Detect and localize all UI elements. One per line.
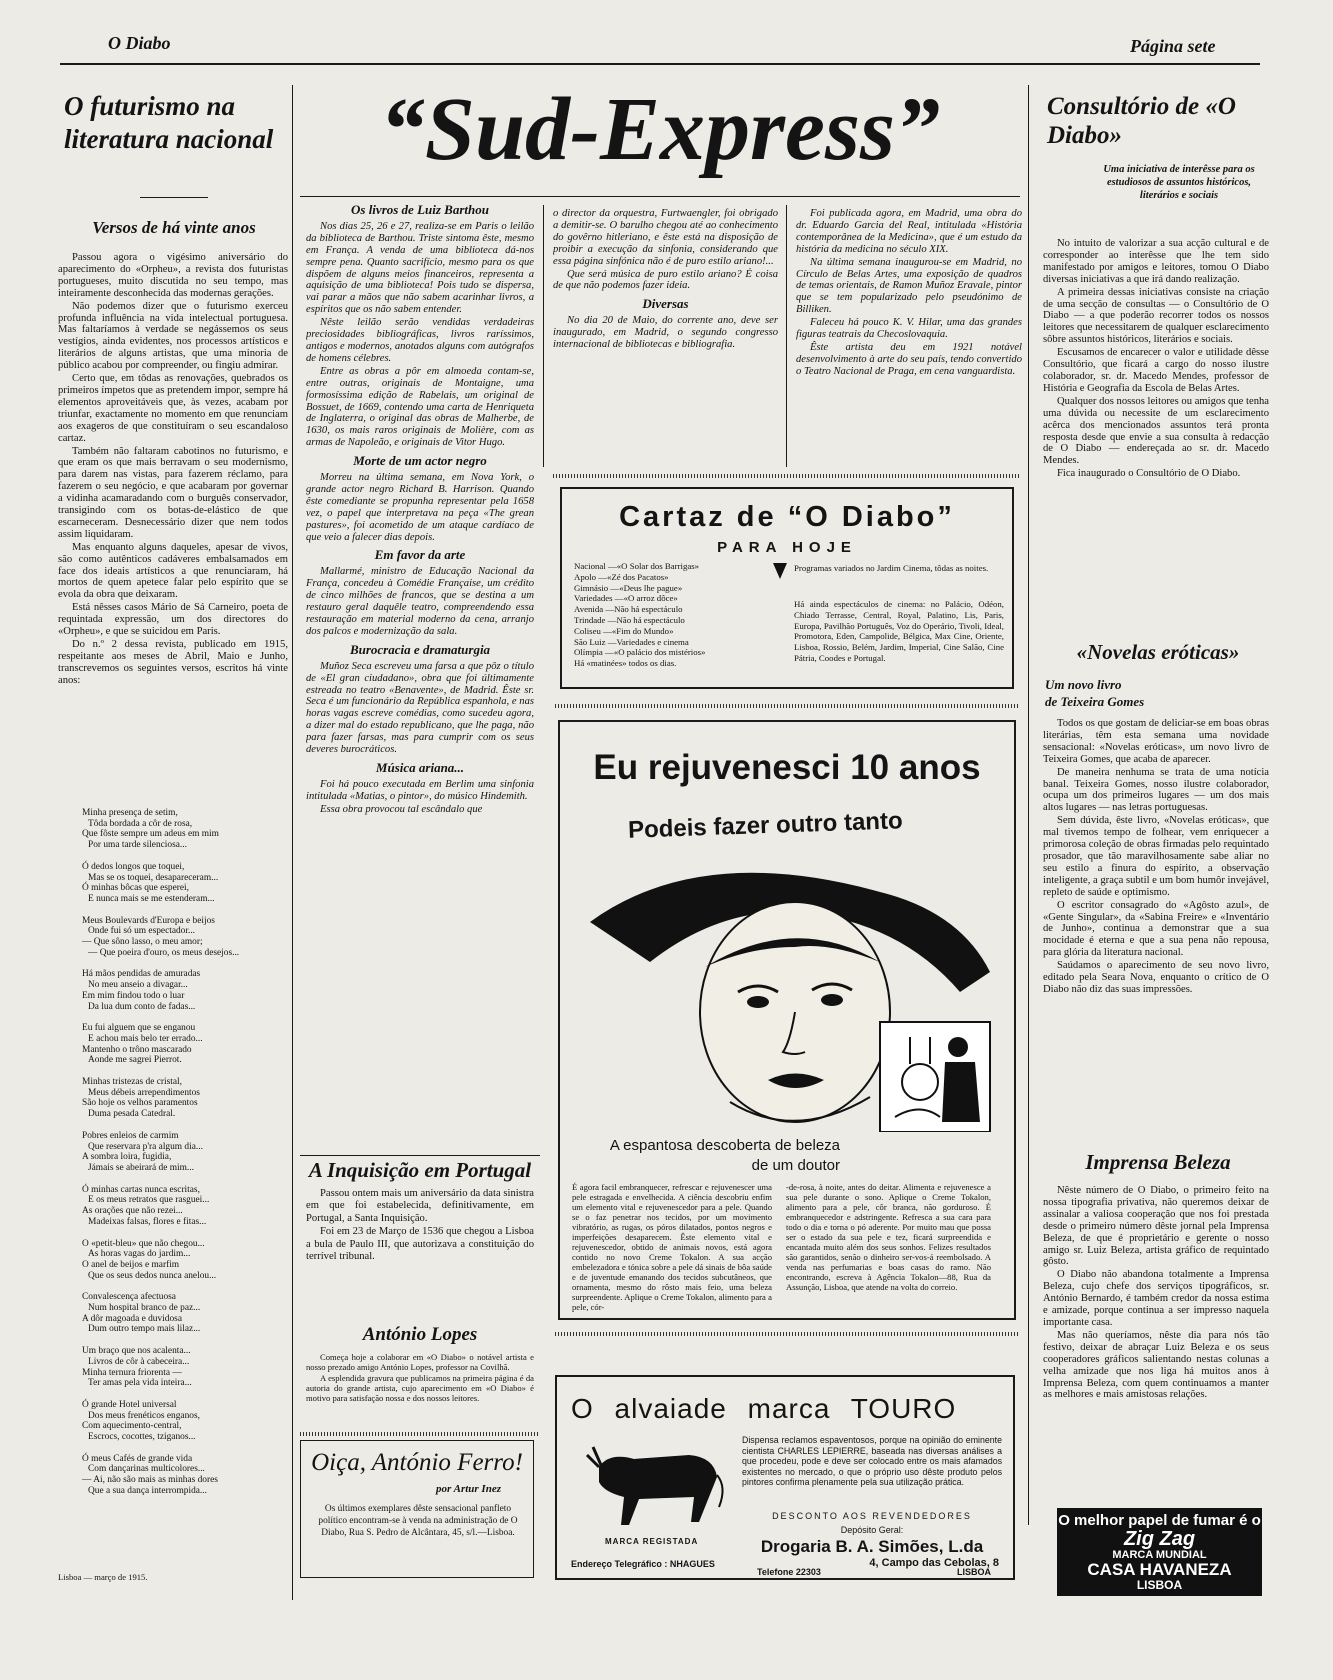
column-separator: [543, 205, 544, 467]
inquisicao-title: A Inquisição em Portugal: [308, 1158, 532, 1182]
paragraph: O escritor consagrado do «Agôsto azul», de «Gente Singular», da «Sabina Freire» e «Inventário de Junho», continua a demonstrar que a sua mocidade é eterna e que a sua pena não repousa, para glória da literatura nacional.: [1043, 899, 1269, 959]
poem-stanza: [82, 1400, 282, 1443]
woman-portrait-illustration: [580, 852, 994, 1132]
cartaz-entry: Apolo —«Zé dos Pacatos»: [574, 571, 669, 582]
poem-line: — Que poeira d'ouro, os meus desejos...: [88, 947, 240, 958]
tokalon-caption-2: de um doutor: [751, 1157, 840, 1174]
paragraph: No dia 20 de Maio, do corrente ano, deve ser inaugurado, em Madrid, o segundo congresso internacional de bibliotecas e bibliografia.: [553, 315, 778, 351]
poem-line: Ó meus Cafés de grande vida: [82, 1453, 193, 1464]
cartaz-entry: Há «matinées» todos os dias.: [574, 658, 677, 669]
paragraph: Certo que, em tôdas as renovações, quebrados os primeiros ímpetos que as pretendem impor, sempre há elementos aproveitáveis que, às vezes, acabam por triunfar, exactamente no momento em que renunciam aos exageros de que constituíram o seu escandaloso cartaz.: [58, 373, 288, 444]
consultorio-title: Consultório de «O Diabo»: [1047, 93, 1236, 149]
touro-headline: O alvaiade marca TOURO: [571, 1393, 957, 1424]
paragraph: Que será música de puro estilo ariano? É coisa de que não podemos fazer ideia.: [553, 268, 778, 292]
touro-ad: [555, 1375, 1015, 1580]
touro-endereco: Endereço Telegráfico : NHAGUES: [571, 1559, 715, 1569]
poem-line: Madeixas falsas, flores e fitas...: [88, 1216, 207, 1227]
poem-line: O «petit-bleu» que não chegou...: [82, 1238, 205, 1249]
tokalon-ad: [558, 720, 1016, 1320]
poem-line: Há mãos pendidas de amuradas: [82, 969, 201, 980]
antonio-lopes-title: António Lopes: [362, 1324, 478, 1345]
poem-stanza: [82, 969, 282, 1012]
paragraph: Na última semana inaugurou-se em Madrid, no Círculo de Belas Artes, uma exposição de quadros de temas orientais, de Ramon Muñoz Eravale, pintor que se tem popularizado pelo pseudónimo de Billiken.: [796, 256, 1022, 316]
consultorio-article: [1043, 238, 1269, 623]
poem-line: Que os seus dedos nunca anelou...: [88, 1270, 217, 1281]
paragraph: Saúdamos o aparecimento de seu novo livro, editado pela Seara Nova, enquanto o crítico de O Diabo não diz das suas impressões.: [1043, 960, 1269, 995]
inquisicao-article: [306, 1188, 534, 1308]
dotted-rule: [555, 1332, 1020, 1336]
poem-line: Ó minhas bôcas que esperei,: [82, 883, 189, 894]
dotted-rule: [300, 1432, 538, 1436]
poem-stanza: [82, 1185, 282, 1228]
cartaz-entry: Variedades —«O arroz dôce»: [574, 593, 678, 604]
imprensa-article: [1043, 1185, 1269, 1525]
poem-line: Mas se os toquei, desapareceram...: [88, 872, 219, 883]
poem-line: Com dançarinas multicolores...: [88, 1464, 205, 1475]
antonio-lopes-article: [306, 1352, 534, 1428]
poem-stanza: [82, 1239, 282, 1282]
section-heading: Diversas: [642, 296, 689, 312]
paragraph: Foi há pouco executada em Berlim uma sinfonia intitulada «Matias, o pintor», do músico Hindemith.: [306, 778, 534, 802]
paragraph: Começa hoje a colaborar em «O Diabo» o notável artista e nosso prezado amigo António Lopes, professor na Covilhã.: [306, 1352, 534, 1372]
paragraph: Faleceu há pouco K. V. Hilar, uma das grandes figuras teatrais da Checoslovaquia.: [796, 317, 1022, 341]
paragraph: Também não faltaram cabotinos no futurismo, e que eram os que mais berravam o seu modernismo, para darem nas vistas, para fazerem réclamo, para fazerem o seu negócio, e que acabaram por governar a vidinha acamaradando com o burguês conservador, transigindo com os botas-de-elástico de que escarneceram. Desnecessário dizer que nem todos assim liquidaram.: [58, 445, 288, 540]
novelas-title: «Novelas eróticas»: [1076, 640, 1240, 664]
section-heading: Música ariana...: [375, 759, 465, 775]
poem-line: Meus Boulevards d'Europa e beijos: [82, 915, 215, 926]
poem-line: — Ai, não são mais as minhas dores: [82, 1475, 218, 1486]
cartaz-cinemas: Há ainda espectáculos de cinema: no Palácio, Odéon, Chiado Terrasse, Central, Royal, Palatino, Lis, Paris, Europa, Pavilhão Português, Voz do Operário, Tivoli, Ideal, Promotora, Eden, Campolide, Bélgica, Max Cine, Oriente, Lisboa, Rossio, Belém, Jardim, Imperial, Cine Salão, Cine Pátria, Coodes e Portugal.: [794, 599, 1004, 663]
poem-stanza: [82, 1023, 282, 1066]
section-heading: Os livros de Luiz Barthou: [351, 202, 489, 217]
poem-line: Ó grande Hotel universal: [82, 1399, 177, 1410]
section-heading: Morte de um actor negro: [353, 453, 487, 469]
poem-line: E os meus retratos que rasguei...: [88, 1195, 210, 1206]
paragraph: Qualquer dos nossos leitores ou amigos que tenha uma dúvida ou necessite de um esclarecimento acêrca dos mencionados assuntos terá pronta resposta desde que envie a sua consulta à redacção de O Diabo — endereçada ao sr. dr. Macedo Mendes.: [1043, 395, 1269, 467]
poem-line: Ó dedos longos que toquei,: [82, 861, 185, 872]
poem-line: E achou mais belo ter errado...: [88, 1033, 203, 1044]
paragraph: O Diabo não abandona totalmente a Imprensa Beleza, cujo chefe dos serviços tipográficos, sr. António Bernardo, é também credor da nossa estima e amizade, porque continua a ser impresso naquela importante casa.: [1043, 1269, 1269, 1328]
poem-line: No meu anseio a divagar...: [88, 980, 188, 991]
cartaz-subtitle: PARA HOJE: [717, 539, 857, 556]
title-rule: [140, 197, 208, 198]
section-heading: Em favor da arte: [374, 547, 466, 563]
poem-line: Duma pesada Catedral.: [88, 1109, 176, 1120]
touro-desconto: DESCONTO AOS REVENDEDORES: [772, 1511, 972, 1521]
bull-icon: [579, 1437, 729, 1532]
paragraph: Nos dias 25, 26 e 27, realiza-se em Paris o leilão da biblioteca de Barthou. Triste sintoma êste, mesmo em França. A venda de uma biblioteca dá-nos sempre pena. Quanto sacrifício, mesmo para os que dispõem de alguns meios financeiros, representa a aquisição de uma biblioteca! Pois tudo se dispersa, vai parar a mãos que não sabem acarinhar livros, a espíritos que os não sabem entender.: [306, 220, 534, 316]
poem-line: Que reservara p'ra algum dia...: [88, 1141, 203, 1152]
poem-line: Mantenho o trôno mascarado: [82, 1044, 192, 1055]
poem-line: As horas vagas do jardim...: [88, 1249, 191, 1260]
column-separator: [292, 85, 293, 1600]
poem-line: Minhas tristezas de cristal,: [82, 1077, 182, 1088]
poem-stanza: [82, 1346, 282, 1389]
poem-signoff: Lisboa — março de 1915.: [58, 1572, 148, 1582]
paragraph: Sem dúvida, êste livro, «Novelas eróticas», que mal tivemos tempo de folhear, vem enriquecer a primorosa coleção de obras firmadas pelo requintado prosador, que tão maravilhosamente sabe aliar no seu estilo a finura do espírito, a observação inteligente, a graça subtil e um bom humôr invejável, repleto de saúde e optimismo.: [1043, 815, 1269, 898]
oica-title: Oiça, António Ferro!: [311, 1449, 523, 1476]
poem-line: — Que sôno lasso, o meu amor;: [82, 937, 203, 948]
touro-text: Dispensa reclamos espaventosos, porque na opinião do eminente cientista CHARLES LEPIERRE, baseada nas diversas análises a que procedeu, pode e deve ser colocado entre os mais afamados existentes no mercado, o que o próprio uso dêste produto pelos pintores confirma plenamente pela sua utilização prática.: [742, 1435, 1002, 1488]
zigzag-line-4: CASA HAVANEZA: [1087, 1560, 1232, 1579]
paragraph: Mallarmé, ministro de Educação Nacional da França, concedeu à Comédie Française, um crédito de cinco milhões de francos, que se destina a um restauro geral daquêle teatro, compreendendo essa restauração em material moderno da cena, arranjo dos palcos e modernização da sala.: [306, 566, 534, 637]
poem-line: Que a sua dança interrompida...: [88, 1485, 207, 1496]
paragraph: Está nêsses casos Mário de Sá Carneiro, poeta de requintada expressão, um dos directores do «Orpheu», e que se suicidou em Paris.: [58, 602, 288, 638]
poem-line: Ter amas pela vida inteira...: [88, 1378, 192, 1389]
zigzag-brand: Zig Zag: [1123, 1528, 1196, 1550]
paragraph: Do n.º 2 dessa revista, publicado em 1915, respeitante aos meses de Abril, Maio e Junho, transcrevemos os seguintes versos, escritos há vinte anos:: [58, 639, 288, 686]
tokalon-caption-1: A espantosa descoberta de beleza: [609, 1137, 840, 1154]
paragraph: Não podemos dizer que o futurismo exerceu profunda influência na vida intelectual portuguesa. Mas faltaríamos à verdade se negássemos os seus vestígios, ainda evidentes, nos processos artísticos e literários de alguns artistas, que uma minoria de público acabou por compreender, ou fingiu admirar.: [58, 300, 288, 372]
cartaz-title: Cartaz de “O Diabo”: [619, 501, 955, 533]
title-rule: [300, 196, 1020, 197]
paragraph: Foi em 23 de Março de 1536 que chegou a Lisboa a bula de Paulo III, que autorizava a constituição do terrível tribunal.: [306, 1226, 534, 1263]
cartaz-entry: Gimnásio —«Deus lhe pague»: [574, 582, 683, 593]
cartaz-jardim: Programas variados no Jardim Cinema, tôdas as noites.: [794, 563, 989, 573]
imprensa-title: Imprensa Beleza: [1085, 1150, 1231, 1174]
poem-line: As orações que não rezei...: [82, 1206, 183, 1217]
touro-address: 4, Campo das Cebolas, 8: [869, 1557, 999, 1569]
cartaz-box: [560, 487, 1014, 689]
sud-express-column-3: [796, 208, 1022, 470]
column-separator: [1028, 85, 1029, 1525]
poem-line: Ó minhas cartas nunca escritas,: [82, 1184, 200, 1195]
poem-line: Da lua dum conto de fadas...: [88, 1001, 196, 1012]
poem-stanza: [82, 1131, 282, 1174]
column-separator: [786, 205, 787, 467]
poem-stanza: [82, 1292, 282, 1335]
header-rule: [60, 63, 1260, 65]
page-header-right: Página sete: [1130, 36, 1216, 56]
paragraph: Entre as obras a pôr em almoeda contam-se, entre outras, originais de Montaigne, uma formosíssima edição de Rabelais, um original de Bossuet, de 1669, contendo uma carta de Henriqueta de Inglaterra, o original das obras de Malherbe, de 1630, os mais raros originais de Molière, com as armas de Napoleão, e originais de Vitor Hugo.: [306, 365, 534, 449]
poem-line: Dum outro tempo mais lilaz...: [88, 1324, 201, 1335]
paragraph: Mas não queríamos, nêste dia para nós tão festivo, deixar de abraçar Luiz Beleza e os seus cooperadores gráficos salientando nestas colunas a velha amizade que nos liga há muitos anos à Imprensa Beleza, com quem continuamos a manter as melhores e mais amistosas relações.: [1043, 1329, 1269, 1401]
section-heading: Burocracia e dramaturgia: [349, 641, 491, 657]
tokalon-text-right: -de-rosa, à noite, antes do deitar. Alimenta e rejuvenesce a sua pele durante o sono. Aplique o Creme Tokalon, alimento para a pele, côr branca, não gorduroso. É embranquecedor e adstringente. Refresca a sua cara para todo o dia e torna o pó aderente. Por muito mau que possa ser o estado da sua pele e tez, ficará surpreendida e encantada muito além dos seus sonhos. Felizes resultados são garantidos, senão o dinheiro ser-vos-á reembolsado. A venda nas perfumarias e boas casas do ramo. Não encontrando, escreva à Agência Tokalon—88, Rua da Assunção, Lisboa, que atende na volta do correio.: [786, 1182, 991, 1292]
paragraph: Escusamos de encarecer o valor e utilidade dêsse Consultório, que ficará a cargo do nosso ilustre colaborador, sr. dr. Macedo Mendes, professor de História e Geografia da Escola de Belas Artes.: [1043, 347, 1269, 394]
paragraph: Êste artista deu em 1921 notável desenvolvimento à arte do seu país, tendo convertido o Teatro Nacional de Praga, em cena vanguardista.: [796, 341, 1022, 377]
zigzag-line-5: LISBOA: [1136, 1578, 1183, 1592]
page-header-left: O Diabo: [108, 33, 171, 53]
touro-marca: MARCA REGISTADA: [605, 1537, 699, 1546]
futurismo-subtitle: Versos de há vinte anos: [92, 218, 256, 237]
poem-line: Que fôste sempre um adeus em mim: [82, 829, 219, 840]
tokalon-headline: Eu rejuvenesci 10 anos: [593, 748, 981, 787]
futurismo-article: [58, 252, 288, 787]
paragraph: Todos os que gostam de deliciar-se em boas obras literárias, têm esta semana uma novidade sensacional: «Novelas eróticas», um novo livro de Teixeira Gomes, que acaba de aparecer.: [1043, 718, 1269, 765]
paragraph: Nêste leilão serão vendidas verdadeiras preciosidades bibliográficas, livros raríssimos, antigos e modernos, anotados alguns com autógrafos de homens célebres.: [306, 317, 534, 364]
oica-box: [300, 1440, 534, 1578]
paragraph: Fica inaugurado o Consultório de O Diabo.: [1057, 468, 1241, 480]
paragraph: De maneira nenhuma se trata de uma notícia banal. Teixeira Gomes, nosso ilustre colaborador, ocupa um dos primeiros lugares — um dos mais altos lugares — nas letras portuguesas.: [1043, 766, 1269, 814]
paragraph: A esplendida gravura que publicamos na primeira página é da autoria do grande artista, cujo aparecimento em «O Diabo» é motivo para satisfação nossa e dos nossos leitores.: [306, 1373, 534, 1403]
futurismo-poem: [82, 808, 282, 1568]
poem-stanza: [82, 808, 282, 851]
arrow-down-icon: [773, 563, 787, 579]
sud-express-title: “Sud-Express”: [379, 80, 941, 179]
poem-line: Escrocs, cocottes, tziganos...: [88, 1432, 196, 1443]
cartaz-entry: Olímpia —«O palácio dos mistérios»: [574, 647, 706, 658]
poem-line: Livros de côr à cabeceira...: [88, 1356, 190, 1367]
futurismo-title: O futurismo na literatura nacional: [64, 91, 274, 154]
poem-line: Tôda bordada a côr de rosa,: [88, 818, 193, 829]
poem-line: Eu fui alguem que se enganou: [82, 1023, 196, 1034]
novelas-subtitle-1: Um novo livro: [1045, 677, 1122, 692]
poem-line: Dos meus frenéticos enganos,: [88, 1410, 200, 1421]
poem-line: Meus débeis arrependimentos: [88, 1087, 200, 1098]
consultorio-subtitle: Uma iniciativa de interêsse para os estudiosos de assuntos históricos, literários e sociais: [1103, 164, 1255, 201]
cartaz-entry: Nacional —«O Solar dos Barrigas»: [574, 561, 700, 571]
paragraph: No intuito de valorizar a sua acção cultural e de corresponder ao interêsse que lhe tem sido manifestado por amigos e leitores, tomou O Diabo diversas iniciativas a que irá dando realização.: [1043, 238, 1269, 285]
poem-line: São hoje os velhos paramentos: [82, 1098, 198, 1109]
sud-express-column-1: [306, 198, 534, 1158]
poem-line: Num hospital branco de paz...: [88, 1303, 201, 1314]
poem-line: A dôr magoada e duvidosa: [82, 1313, 182, 1324]
poem-line: Em mim findou todo o luar: [82, 990, 185, 1001]
cartaz-entry: Coliseu —«Fim do Mundo»: [574, 625, 674, 636]
zigzag-ad: [1057, 1508, 1262, 1596]
cartaz-entry: Avenida —Não há espectáculo: [574, 604, 683, 615]
oica-text: Os últimos exemplares dêste sensacional panfleto político encontram-se à venda na administração de O Diabo, Rua S. Pedro de Alcântara, 45, s/l.—Lisboa.: [318, 1504, 518, 1538]
paragraph: Muñoz Seca escreveu uma farsa a que pôz o título de «El gran ciudadano», obra que foi últimamente estreada no teatro «Benavente», de Madrid. Êste sr. Seca é um funcionário da República espanhola, e nas horas vagas escreve comédias, como sucedeu agora, a dizer mal do estado republicano, que lhe paga, não para fazer farsas, mas para cumprir com os seus deveres burocráticos.: [306, 660, 534, 756]
paragraph: Passou agora o vigésimo aniversário do aparecimento do «Orpheu», a revista dos futuristas portugueses, muito discutida no seu tempo, mas inteiramente desconhecida das modernas gerações.: [58, 252, 288, 299]
cartaz-theatre-list: [574, 561, 774, 669]
dotted-rule: [553, 474, 1020, 478]
poem-stanza: [82, 916, 282, 959]
touro-telefone: Telefone 22303: [757, 1567, 821, 1577]
zigzag-line-3: MARCA MUNDIAL: [1112, 1549, 1207, 1561]
paragraph: Foi publicada agora, em Madrid, uma obra do dr. Eduardo Garcia del Real, intitulada «História contemporânea de la Medicina», que é um estudo da história da medicina no século XIX.: [796, 208, 1022, 255]
paragraph: o director da orquestra, Furtwaengler, foi obrigado a demitir-se. O barulho chegou até ao conhecimento do govêrno hitleriano, e êste está na disposição de proibir a execução da sinfonia, considerando que essa página sinfónica não é de puro estilo ariano!...: [553, 208, 778, 267]
novelas-subtitle-2: de Teixeira Gomes: [1045, 694, 1145, 709]
paragraph: Nêste número de O Diabo, o primeiro feito na nossa tipografia privativa, não queremos deixar de assinalar a valiosa cooperação que nos foi prestada desde o primeiro número dêste jornal pela Imprensa Beleza, de que é proprietário e gerente o nosso amigo sr. Luiz Beleza, artista gráfico de requintado gôsto.: [1043, 1185, 1269, 1268]
touro-cidade: LISBOA: [957, 1567, 992, 1577]
poem-line: A sombra loira, fugidia,: [82, 1152, 172, 1163]
poem-line: Aonde me sagrei Pierrot.: [88, 1055, 182, 1066]
tokalon-subheadline: Podeis fazer outro tanto: [627, 807, 904, 844]
poem-line: Jámais se abeirará de mim...: [88, 1162, 194, 1173]
zigzag-line-1: O melhor papel de fumar é o: [1058, 1512, 1261, 1529]
paragraph: Essa obra provocou tal escândalo que: [320, 803, 483, 815]
novelas-article: [1043, 718, 1269, 1108]
poem-line: E nunca mais se me estenderam...: [88, 893, 215, 904]
paragraph: Passou ontem mais um aniversário da data sinistra em que foi estabelecida, definitivamente, em Portugal, a Santa Inquisição.: [306, 1188, 534, 1224]
dotted-rule: [555, 704, 1020, 708]
cartaz-entry: Trindade —Não há espectáculo: [574, 614, 685, 625]
paragraph: A primeira dessas iniciativas consiste na criação de uma secção de consultas — o Consultório de O Diabo — a que poderão recorrer todos os nossos leitores que necessitarem de qualquer esclarecimento sôbre assuntos históricos, literários e sociais.: [1043, 286, 1269, 346]
poem-line: Por uma tarde silenciosa...: [88, 840, 187, 851]
cartaz-entry: São Luiz —Variedades e cinema: [574, 636, 689, 647]
poem-line: Convalescença afectuosa: [82, 1292, 176, 1303]
poem-line: O anel de beijos e marfim: [82, 1259, 180, 1270]
sud-express-column-2: [553, 208, 778, 470]
poem-line: Pobres enleios de carmim: [82, 1130, 179, 1141]
poem-stanza: [82, 1454, 282, 1497]
poem-line: Minha presença de setim,: [82, 808, 178, 818]
paragraph: Mas enquanto alguns daqueles, apesar de vivos, são como autênticos cadáveres embalsamados em face dos ideais artísticos a que renunciaram, há mortos de quem apetece falar pelo espírito que se evola da obra que deixaram.: [58, 541, 288, 601]
section-rule: [300, 1155, 540, 1156]
poem-line: Minha ternura friorenta —: [82, 1367, 182, 1378]
touro-deposito: Depósito Geral:: [840, 1525, 904, 1535]
oica-author: por Artur Inez: [435, 1483, 501, 1495]
poem-stanza: [82, 1077, 282, 1120]
paragraph: Morreu na última semana, em Nova York, o grande actor negro Richard B. Harrison. Quando êste comediante se propunha representar pela 1658 vez, o papel que interpretava na peça «The grean pastures», foi acometido de um ataque cardíaco de que veio a falecer dias depois.: [306, 472, 534, 543]
poem-line: Onde fui só um espectador...: [88, 926, 196, 937]
poem-stanza: [82, 862, 282, 905]
poem-line: Com aquecimento-central,: [82, 1421, 182, 1432]
touro-drogaria: Drogaria B. A. Simões, L.da: [760, 1537, 984, 1556]
tokalon-text-left: É agora facil embranquecer, refrescar e rejuvenescer uma pele estragada e envelhecida. A ciência descobriu enfim um elemento vital e rejuvenescedor para a pele. Quando se o faz penetrar nos tecidos, por um movimento vibratório, as rugas, os póros dilatados, pontos negros e imperfeições desaparecem. Êste elemento vital e rejuvenescedor, obtido de animais novos, está agora contido no novo Creme Tokalon. A sua acção embelezadora e tónica sobre a pele dá sinais de bôa saúde e de juventude emanando dos tecidos subcutâneos, que ornamenta, mesmo do rôsto mais feio, uma beleza surpreendente. Aplique o Creme Tokalon, alimento para a pele, cór-: [572, 1182, 772, 1312]
poem-line: Um braço que nos acalenta...: [82, 1346, 191, 1357]
